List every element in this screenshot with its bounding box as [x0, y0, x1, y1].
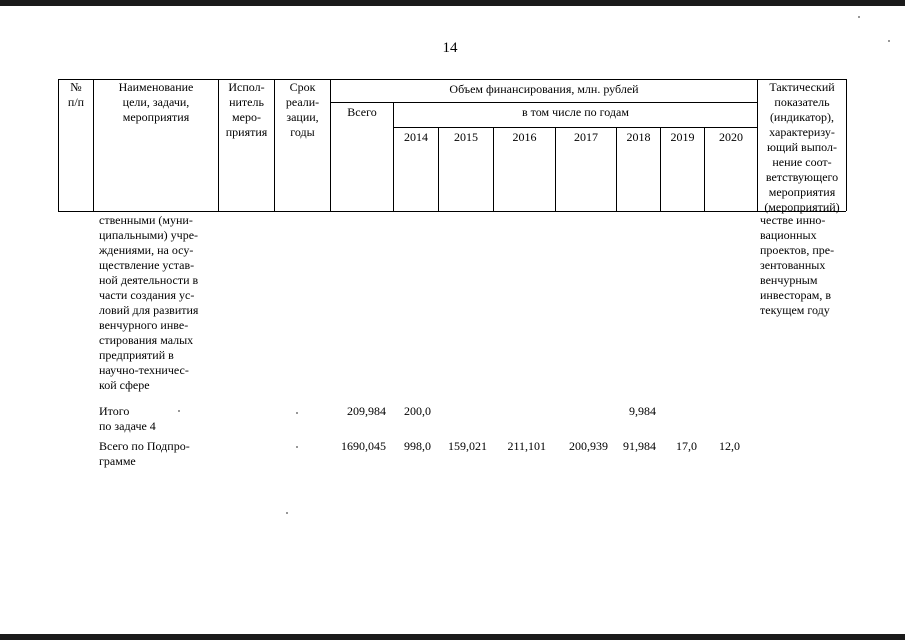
header-indicator-line: (мероприятий)	[764, 200, 840, 214]
grand-total-value: 12,0	[719, 439, 740, 453]
header-term-line: реали-	[285, 95, 320, 109]
grand-total-value: 998,0	[404, 439, 431, 453]
scan-speck	[858, 16, 860, 18]
grand-total-value: 211,101	[507, 439, 546, 453]
continued-text-line: ловий для развития	[99, 303, 199, 317]
continued-text-line: ственными (муни-	[99, 213, 193, 227]
continued-text-line: предприятий в	[99, 348, 174, 362]
scan-speck	[178, 410, 180, 412]
header-funding: Объем финансирования, млн. рублей	[449, 82, 639, 96]
continued-text-line: проектов, пре-	[760, 243, 835, 257]
header-name-line: цели, задачи,	[122, 95, 190, 109]
bottom-scan-border	[0, 634, 905, 640]
row-label-line: по задаче 4	[99, 419, 156, 433]
header-term	[275, 80, 330, 140]
continued-text-line: инвесторам, в	[760, 288, 832, 302]
grand-total-row-label	[99, 439, 214, 469]
page-number: 14	[442, 40, 458, 56]
scan-speck	[286, 512, 288, 514]
continued-text-line: ждениями, на осу-	[99, 243, 194, 257]
header-year: 2019	[670, 130, 695, 144]
header-executor-line: нитель	[229, 95, 264, 109]
continued-text-line: текущем году	[760, 303, 830, 317]
continued-text-line: вационных	[760, 228, 817, 242]
header-indicator-line: показатель	[774, 95, 830, 109]
header-year: 2017	[574, 130, 598, 144]
header-year: 2020	[719, 130, 743, 144]
row-label-line: Итого	[99, 404, 130, 418]
header-name	[94, 80, 218, 125]
scan-speck	[296, 412, 298, 414]
continued-text-line: венчурным	[760, 273, 818, 287]
header-indicator	[758, 80, 846, 215]
scan-speck	[888, 40, 890, 42]
header-executor	[219, 80, 274, 140]
subtotal-total: 209,984	[347, 404, 386, 418]
continued-text-line: ной деятельности в	[99, 273, 199, 287]
header-indicator-line: (индикатор),	[769, 110, 835, 124]
continued-text-line: научно-техничес-	[99, 363, 189, 377]
header-num-line: №	[70, 80, 82, 94]
scan-speck	[296, 446, 298, 448]
grand-total-total: 1690,045	[341, 439, 386, 453]
header-term-line: годы	[290, 125, 315, 139]
header-term-line: зации,	[286, 110, 319, 124]
header-executor-line: Испол-	[228, 80, 265, 94]
header-executor-line: меро-	[232, 110, 261, 124]
header-indicator-line: ветствующего	[765, 170, 839, 184]
continued-text-line: честве инно-	[760, 213, 826, 227]
continued-text-line: венчурного инве-	[99, 318, 189, 332]
header-indicator-line: характеризу-	[769, 125, 835, 139]
continued-text-line: зентованных	[760, 258, 826, 272]
continued-text-line: ципальными) учре-	[99, 228, 199, 242]
continued-text-line: части создания ус-	[99, 288, 195, 302]
grand-total-value: 159,021	[448, 439, 487, 453]
continued-text-line: кой сфере	[99, 378, 150, 392]
header-indicator-line: ющий выпол-	[766, 140, 838, 154]
grand-total-value: 200,939	[569, 439, 608, 453]
header-num	[59, 80, 93, 110]
header-indicator-line: нение соот-	[772, 155, 832, 169]
header-year: 2015	[454, 130, 478, 144]
header-name-line: Наименование	[118, 80, 194, 94]
top-scan-border	[0, 0, 905, 6]
header-year: 2014	[404, 130, 428, 144]
row-label-line: грамме	[99, 454, 136, 468]
header-executor-line: приятия	[225, 125, 268, 139]
continued-activity-name	[99, 213, 212, 393]
header-num-line: п/п	[67, 95, 85, 109]
header-name-line: мероприятия	[122, 110, 190, 124]
header-total: Всего	[347, 105, 377, 119]
grand-total-value: 17,0	[676, 439, 697, 453]
header-term-line: Срок	[289, 80, 316, 94]
subtotal-value: 9,984	[629, 404, 656, 418]
subtotal-row-label	[99, 404, 214, 434]
subtotal-value: 200,0	[404, 404, 431, 418]
header-indicator-line: Тактический	[769, 80, 835, 94]
header-indicator-line: мероприятия	[768, 185, 836, 199]
continued-text-line: ществление устав-	[99, 258, 195, 272]
grand-total-value: 91,984	[623, 439, 656, 453]
continued-indicator	[760, 213, 842, 318]
header-year: 2016	[512, 130, 537, 144]
continued-text-line: стирования малых	[99, 333, 194, 347]
header-by-years: в том числе по годам	[522, 105, 629, 119]
row-label-line: Всего по Подпро-	[99, 439, 190, 453]
header-year: 2018	[626, 130, 651, 144]
